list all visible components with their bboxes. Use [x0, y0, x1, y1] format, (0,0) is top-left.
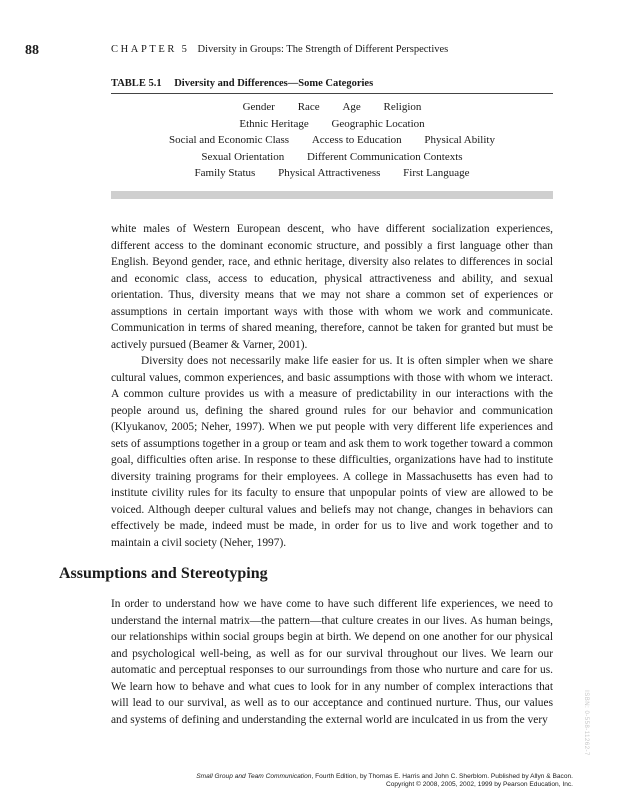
category-cell: First Language: [403, 167, 470, 180]
chapter-header: [111, 44, 448, 55]
category-cell: Sexual Orientation: [201, 150, 285, 163]
categories-table: [111, 99, 553, 182]
category-cell: Different Communication Contexts: [306, 150, 463, 163]
paragraph: Diversity does not necessarily make life easier for us. It is often simpler when we share cultural values, common experiences, and basic assumptions with those with whom we interact. A common culture provides us with a measure of predictability in our interactions with the people around us, defining the shared ground rules for our behavior and communication (Klyukanov, 2005; Neher, 1997). When we put people with very different life experiences and sets of assumptions together in a group or team and ask them to work together toward a common goal, difficulties often arise. In response to these difficulties, organizations have had to institute diversity training programs for their employees. A college in Massachusetts has even had to institute civility rules for its faculty to ensure that unpopular points of view are allowed to be voiced. Although deeper cultural values and beliefs may not change, changes in behaviors can effectively be made, indeed must be made, in order for us to live and work together and to maintain a civil society (Neher, 1997).: [111, 355, 553, 549]
section-heading: Assumptions and Stereotyping: [59, 565, 268, 582]
category-cell: Family Status: [194, 167, 256, 180]
footer-book-title: Small Group and Team Communication: [196, 773, 312, 780]
category-cell: Age: [342, 101, 361, 113]
category-cell: Access to Education: [311, 134, 402, 147]
footer-citation-text: , Fourth Edition, by Thomas E. Harris and John C. Sherblom. Published by Allyn & Bacon.: [311, 773, 573, 780]
category-cell: Social and Economic Class: [169, 134, 290, 147]
category-cell: Physical Ability: [424, 134, 495, 147]
table-label: TABLE 5.1: [111, 78, 162, 89]
paragraph: white males of Western European descent, who have different socialization experiences, different access to the dominant economic structure, and possibly a first language other than English. Beyond gender, race, and ethnic heritage, diversity also relates to differences in social and economic class, access to education, physical attractiveness and ability, and sexual orientation. Thus, diversity means that we may not share a common set of experiences or assumptions in certain important ways with those with whom we work and communicate. Communication in terms of shared meaning, therefore, cannot be taken for granted but must be actively pursued (Beamer & Varner, 2001).: [111, 223, 553, 351]
body-text-top: [111, 221, 553, 551]
table-caption: [111, 78, 373, 89]
table-row: [111, 149, 553, 166]
category-cell: Gender: [242, 101, 275, 113]
paragraph: In order to understand how we have come to have such different life experiences, we need to understand the internal matrix—the pattern—that culture creates in our lives. As human beings, our relationships within social groups begin at birth. We depend on one another for our physical and psychological well-being, as well as for our survival throughout our lives. We learn our automatic and perceptual responses to our surroundings from those who nurture and care for us. We learn how to behave and what cues to look for in any number of complex interactions that will lead to our survival, as well as to our acceptance and continued nurture. Thus, our values and systems of defining and understanding the external world are inculcated in us from the very: [111, 598, 553, 726]
table-row: [111, 116, 553, 133]
table-row: [111, 165, 553, 182]
category-cell: Religion: [383, 101, 422, 113]
table-top-rule: [111, 93, 553, 94]
category-cell: Physical Attractiveness: [278, 167, 381, 180]
chapter-title: Diversity in Groups: The Strength of Different Perspectives: [197, 44, 449, 55]
body-text-section: [111, 596, 553, 728]
table-bottom-bar: [111, 191, 553, 199]
chapter-label: CHAPTER: [111, 44, 178, 55]
page-number: 88: [25, 43, 39, 58]
category-cell: Ethnic Heritage: [239, 117, 309, 130]
footer-citation: [53, 773, 573, 780]
category-cell: Race: [297, 101, 320, 113]
category-cell: Geographic Location: [331, 117, 425, 130]
chapter-number: 5: [181, 44, 187, 55]
table-row: [111, 132, 553, 149]
footer-copyright: Copyright © 2008, 2005, 2002, 1999 by Pearson Education, Inc.: [385, 781, 573, 788]
running-header: [0, 43, 617, 59]
table-title: Diversity and Differences—Some Categories: [174, 78, 374, 89]
table-row: [111, 99, 553, 116]
isbn-watermark: ISBN: 0-558-11262-7: [583, 690, 589, 756]
